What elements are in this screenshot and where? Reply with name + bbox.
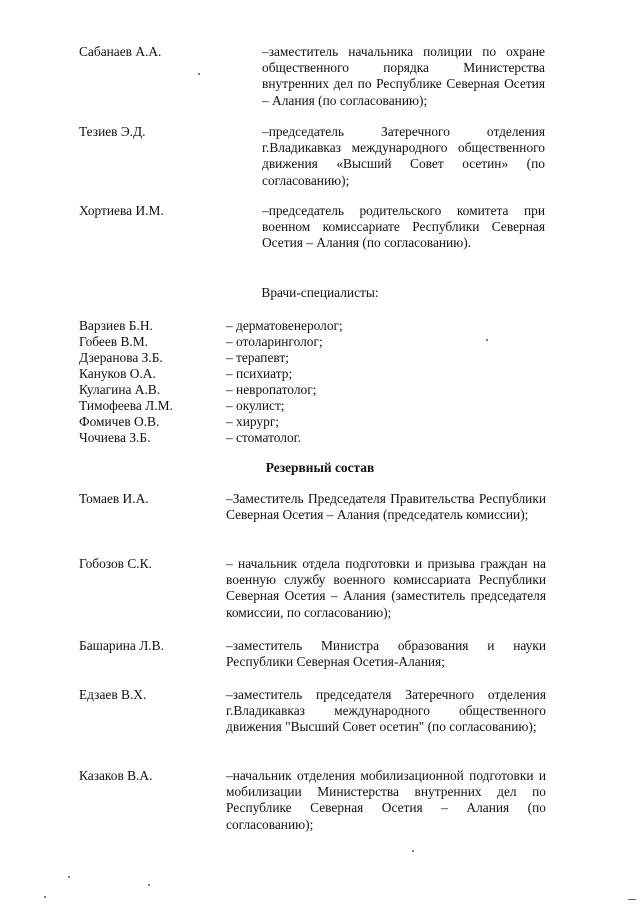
member-name: Сабанаев А.А. [79,44,162,59]
doctor-role: – отоларинголог; [226,334,323,349]
scan-speck [44,896,46,898]
reserve-heading: Резервный состав [265,460,375,475]
reserve-member-name: Гобозов С.К. [79,556,152,571]
reserve-member-name: Едзаев В.Х. [79,687,147,702]
doctor-name: Кануков О.А. [79,366,156,381]
doctor-name: Варзиев Б.Н. [79,318,153,333]
doctor-name: Тимофеева Л.М. [79,398,173,413]
reserve-member-description: –заместитель Министра образования и науки Республики Северная Осетия-Алания; [226,638,546,670]
scan-speck [486,339,488,341]
doctor-name: Фомичев О.В. [79,414,160,429]
doctor-name: Гобеев В.М. [79,334,148,349]
member-description: –председатель родительского комитета при военном комиссариате Республики Северная Осетия – Алания (по согласованию). [262,203,545,251]
doctor-role: – дерматовенеролог; [226,318,343,333]
doctor-name: Дзеранова З.Б. [79,350,163,365]
member-name: Тезиев Э.Д. [79,124,146,139]
reserve-member-description: –заместитель председателя Затеречного отделения г.Владикавказ международного общественного движения "Высший Совет осетин" (по согласованию); [226,687,546,735]
reserve-member-description: –Заместитель Председателя Правительства Республики Северная Осетия – Алания (председатель комиссии); [226,491,546,523]
doctors-heading: Врачи-специалисты: [261,285,379,300]
scan-speck [198,73,200,75]
doctor-name: Кулагина А.В. [79,382,161,397]
member-description: –председатель Затеречного отделения г.Владикавказ международного общественного движения «Высший Совет осетин» (по согласованию); [262,124,545,188]
reserve-member-description: – начальник отдела подготовки и призыва граждан на военную службу военного комиссариата Республики Северная Осетия – Алания (заместитель председателя комиссии, по согласованию); [226,556,546,620]
reserve-member-description: –начальник отделения мобилизационной подготовки и мобилизации Министерства внутренних дел по Республике Северная Осетия – Алания (по согласованию); [226,768,546,832]
scan-speck [68,876,70,878]
scan-speck [412,850,414,852]
doctor-role: – терапевт; [226,350,289,365]
doctor-role: – стоматолог. [226,430,301,445]
scan-speck [628,899,636,900]
doctor-role: – невропатолог; [226,382,317,397]
reserve-member-name: Башарина Л.В. [79,638,164,653]
doctor-role: – хирург; [226,414,280,429]
scan-speck [148,884,150,886]
doctor-name: Чочиева З.Б. [79,430,151,445]
doctor-role: – окулист; [226,398,285,413]
reserve-member-name: Томаев И.А. [79,491,149,506]
member-name: Хортиева И.М. [79,203,164,218]
member-description: –заместитель начальника полиции по охране общественного порядка Министерства внутренних дел по Республике Северная Осетия – Алания (по согласованию); [262,44,545,108]
doctor-role: – психиатр; [226,366,293,381]
reserve-member-name: Казаков В.А. [79,768,153,783]
